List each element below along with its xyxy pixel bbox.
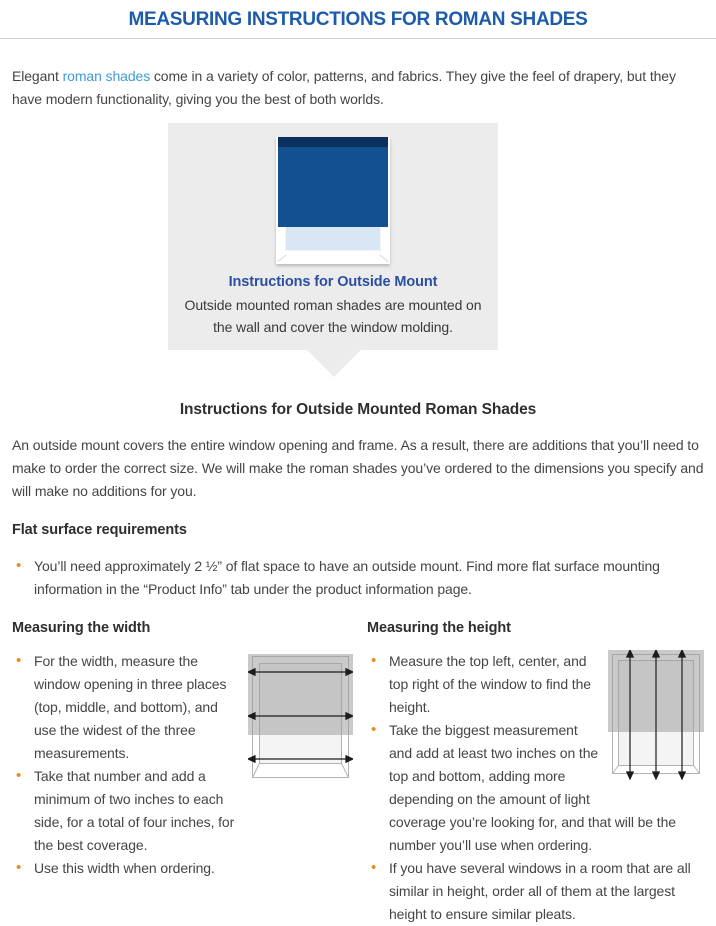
flat-surface-heading: Flat surface requirements	[12, 522, 187, 538]
list-item-text: If you have several windows in a room that are all similar in height, order all of them at the largest height to ensure similar pleats.	[389, 860, 691, 922]
intro-text-suffix: come in a variety of color, patterns, and fabrics. They give the feel of drapery, but they have modern functionality, giving you the best of both worlds.	[12, 68, 676, 107]
bullet-icon: •	[16, 652, 22, 669]
section-paragraph: An outside mount covers the entire window opening and frame. As a result, there are additions that you’ll need to make to order the correct size. We will make the roman shades you’ve ordered to the dimensions you specify and will make no additions for you.	[12, 437, 704, 499]
list-item-text: Take that number and add a minimum of two inches to each side, for a total of four inches, for the best coverage.	[34, 768, 235, 853]
bullet-icon: •	[16, 767, 22, 784]
roman-shade-image	[276, 137, 390, 264]
window-glass	[285, 225, 381, 251]
measuring-width-heading: Measuring the width	[12, 620, 151, 636]
list-item-text: Take the biggest measurement and add at least two inches on the top and bottom, adding more depending on the amount of light coverage you’re looking for, and that will be the number you’ll use when ordering.	[389, 722, 676, 853]
outside-mount-caption-link[interactable]: Instructions for Outside Mount	[228, 274, 438, 290]
outside-mount-card	[168, 123, 498, 350]
bullet-icon: •	[16, 859, 22, 876]
page-title: MEASURING INSTRUCTIONS FOR ROMAN SHADES	[128, 9, 588, 30]
list-item	[367, 650, 704, 719]
list-item	[367, 719, 704, 857]
list-item	[12, 650, 353, 765]
list-item-text: For the width, measure the window opening in three places (top, middle, and bottom), and use the widest of the three measurements.	[34, 653, 227, 761]
measuring-width-list	[12, 650, 353, 880]
list-item-text: Use this width when ordering.	[34, 860, 215, 876]
list-item	[12, 857, 353, 880]
bullet-icon: •	[371, 652, 377, 669]
card-description: Outside mounted roman shades are mounted on the wall and cover the window molding.	[184, 297, 482, 335]
title-divider	[0, 38, 716, 39]
roman-shades-link[interactable]: roman shades	[62, 68, 151, 84]
bullet-icon: •	[16, 557, 22, 574]
list-item-text: You’ll need approximately 2 ½” of flat space to have an outside mount. Find more flat surface mounting information in the “Product Info” tab under the product information page.	[34, 558, 660, 597]
card-pointer-triangle	[307, 350, 361, 377]
bullet-icon: •	[371, 859, 377, 876]
shade-panel	[278, 137, 388, 227]
measuring-columns	[12, 617, 704, 926]
list-item	[12, 555, 704, 601]
measuring-height-list	[367, 650, 704, 926]
measuring-height-heading: Measuring the height	[367, 620, 511, 636]
list-item	[367, 857, 704, 926]
section-heading: Instructions for Outside Mounted Roman Shades	[179, 401, 537, 418]
intro-paragraph	[12, 65, 704, 111]
bullet-icon: •	[371, 721, 377, 738]
measuring-height-column	[367, 617, 704, 926]
shade-headrail	[278, 137, 388, 147]
measuring-width-column	[12, 617, 353, 926]
flat-surface-list	[12, 555, 704, 601]
list-item	[12, 765, 353, 857]
list-item-text: Measure the top left, center, and top right of the window to find the height.	[389, 653, 591, 715]
intro-text-prefix: Elegant	[12, 68, 63, 84]
